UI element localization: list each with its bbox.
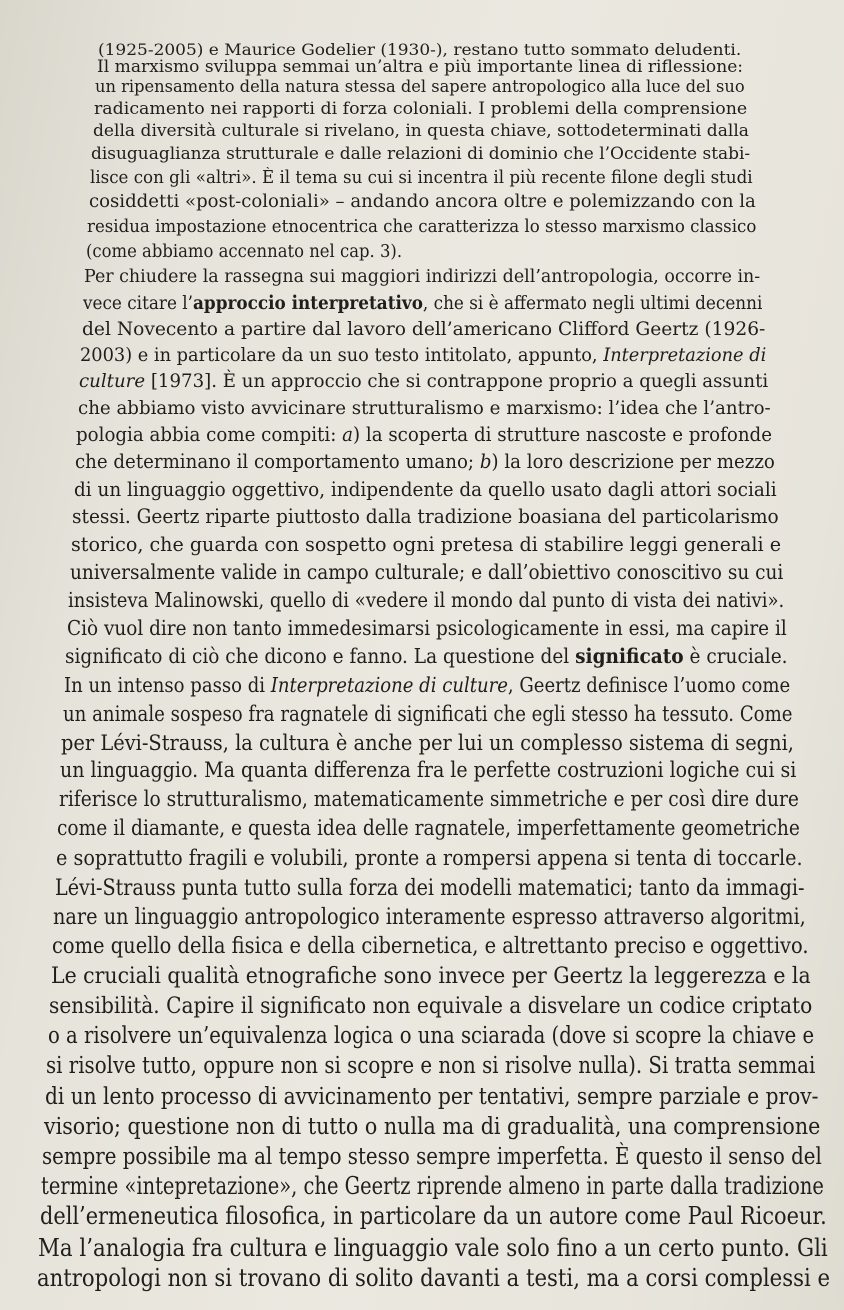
text-line: di un linguaggio oggettivo, indipendente da quello usato dagli attori sociali	[73, 477, 777, 501]
text-line: Le cruciali qualità etnografiche sono invece per Geertz la leggerezza e la	[50, 962, 811, 989]
text-line: cosiddetti «post-coloniali» – andando ancora oltre e polemizzando con la	[88, 192, 756, 213]
text-line: (1925-2005) e Maurice Godelier (1930-), restano tutto sommato deludenti.	[98, 40, 742, 59]
text-line: del Novecento a partire dal lavoro dell’americano Clifford Geertz (1926-	[81, 318, 766, 340]
text-line: un animale sospeso fra ragnatele di significati che egli stesso ha tessuto. Come	[62, 702, 793, 727]
text-line: si risolve tutto, oppure non si scopre e non si risolve nulla). Si tratta semmai	[46, 1051, 816, 1079]
text-line: pologia abbia come compiti: a) la scoperta di strutture nascoste e profonde	[76, 423, 773, 447]
text-line: Il marxismo sviluppa semmai un’altra e più importante linea di riflessione:	[96, 57, 743, 77]
text-line: antropologi non si trovano di solito davanti a testi, ma a corsi complessi e	[37, 1263, 831, 1292]
text-line: Lévi-Strauss punta tutto sulla forza dei modelli matematici; tanto da immagi-	[54, 874, 805, 901]
text-line: storico, che guarda con sospetto ogni pretesa di stabilire leggi generali e	[70, 532, 781, 556]
text-line: vece citare l’approccio interpretativo, che si è affermato negli ultimi decenni	[83, 292, 763, 314]
text-line: o a risolvere un’equivalenza logica o una sciarada (dove si scopre la chiave e	[47, 1023, 814, 1050]
text-line: In un intenso passo di Interpretazione di culture, Geertz definisce l’uomo come	[64, 672, 791, 697]
text-line: un linguaggio. Ma quanta differenza fra le perfette costruzioni logiche cui si	[60, 758, 797, 784]
text-line: stessi. Geertz riparte piuttosto dalla tradizione boasiana del particolarismo	[72, 505, 779, 528]
text-line: di un lento processo di avvicinamento per tentativi, sempre parziale e prov-	[45, 1081, 819, 1110]
text-line: sempre possibile ma al tempo stesso sempre imperfetta. È questo il senso del	[42, 1141, 823, 1170]
text-line: Ma l’analogia fra cultura e linguaggio vale solo fino a un certo punto. Gli	[38, 1232, 829, 1262]
text-line: come quello della fisica e della cibernetica, e altrettanto preciso e oggettivo.	[51, 933, 809, 960]
text-line: radicamento nei rapporti di forza coloniali. I problemi della comprensione	[93, 97, 748, 118]
text-line: Ciò vuol dire non tanto immedesimarsi psicologicamente in essi, ma capire il	[66, 616, 787, 641]
text-line: della diversità culturale si rivelano, in questa chiave, sottodeterminati dalla	[92, 120, 749, 141]
text-line: che abbiamo visto avvicinare strutturalismo e marxismo: l’idea che l’antro-	[77, 396, 771, 419]
text-line: e soprattutto fragili e volubili, pronte a rompersi appena si tenta di toccarle.	[55, 846, 803, 872]
text-line: culture [1973]. È un approccio che si contrappone proprio a quegli assunti	[79, 371, 769, 392]
text-line: universalmente valide in campo culturale; e dall’obiettivo conoscitivo su cui	[69, 560, 783, 585]
text-line: per Lévi-Strauss, la cultura è anche per lui un complesso sistema di segni,	[61, 729, 795, 755]
text-line: lisce con gli «altri». È il tema su cui si incentra il più recente filone degli studi	[89, 168, 753, 189]
text-line: disuguaglianza strutturale e dalle relazioni di dominio che l’Occidente stabi-	[91, 144, 751, 165]
text-line: visorio; questione non di tutto o nulla ma di gradualità, una comprensione	[43, 1111, 821, 1140]
text-line: (come abbiamo accennato nel cap. 3).	[85, 240, 402, 262]
text-line: un ripensamento della natura stessa del sapere antropologico alla luce del suo	[95, 77, 745, 97]
text-line: significato di ciò che dicono e fanno. La questione del significato è cruciale.	[65, 644, 789, 669]
text-line: come il diamante, e questa idea delle ragnatele, imperfettamente geometriche	[57, 816, 801, 842]
text-line: nare un linguaggio antropologico interamente espresso attraverso algoritmi,	[53, 903, 807, 930]
text-line: che determinano il comportamento umano; b) la loro descrizione per mezzo	[74, 450, 775, 474]
text-line: riferisce lo strutturalismo, matematicamente simmetriche e per così dire dure	[58, 787, 799, 813]
text-line: residua impostazione etnocentrica che caratterizza lo stesso marxismo classico	[87, 216, 757, 237]
text-line: dell’ermeneutica filosofica, in particolare da un autore come Paul Ricoeur.	[39, 1202, 827, 1231]
text-line: sensibilità. Capire il significato non equivale a disvelare un codice criptato	[49, 993, 813, 1020]
text-line: Per chiudere la rassegna sui maggiori indirizzi dell’antropologia, occorre in-	[84, 266, 761, 288]
text-line: insisteva Malinowski, quello di «vedere il mondo dal punto di vista dei nativi».	[68, 588, 785, 613]
text-line: termine «intepretazione», che Geertz riprende almeno in parte dalla tradizione	[41, 1171, 824, 1200]
text-line: 2003) e in particolare da un suo testo intitolato, appunto, Interpretazione di	[80, 344, 767, 366]
